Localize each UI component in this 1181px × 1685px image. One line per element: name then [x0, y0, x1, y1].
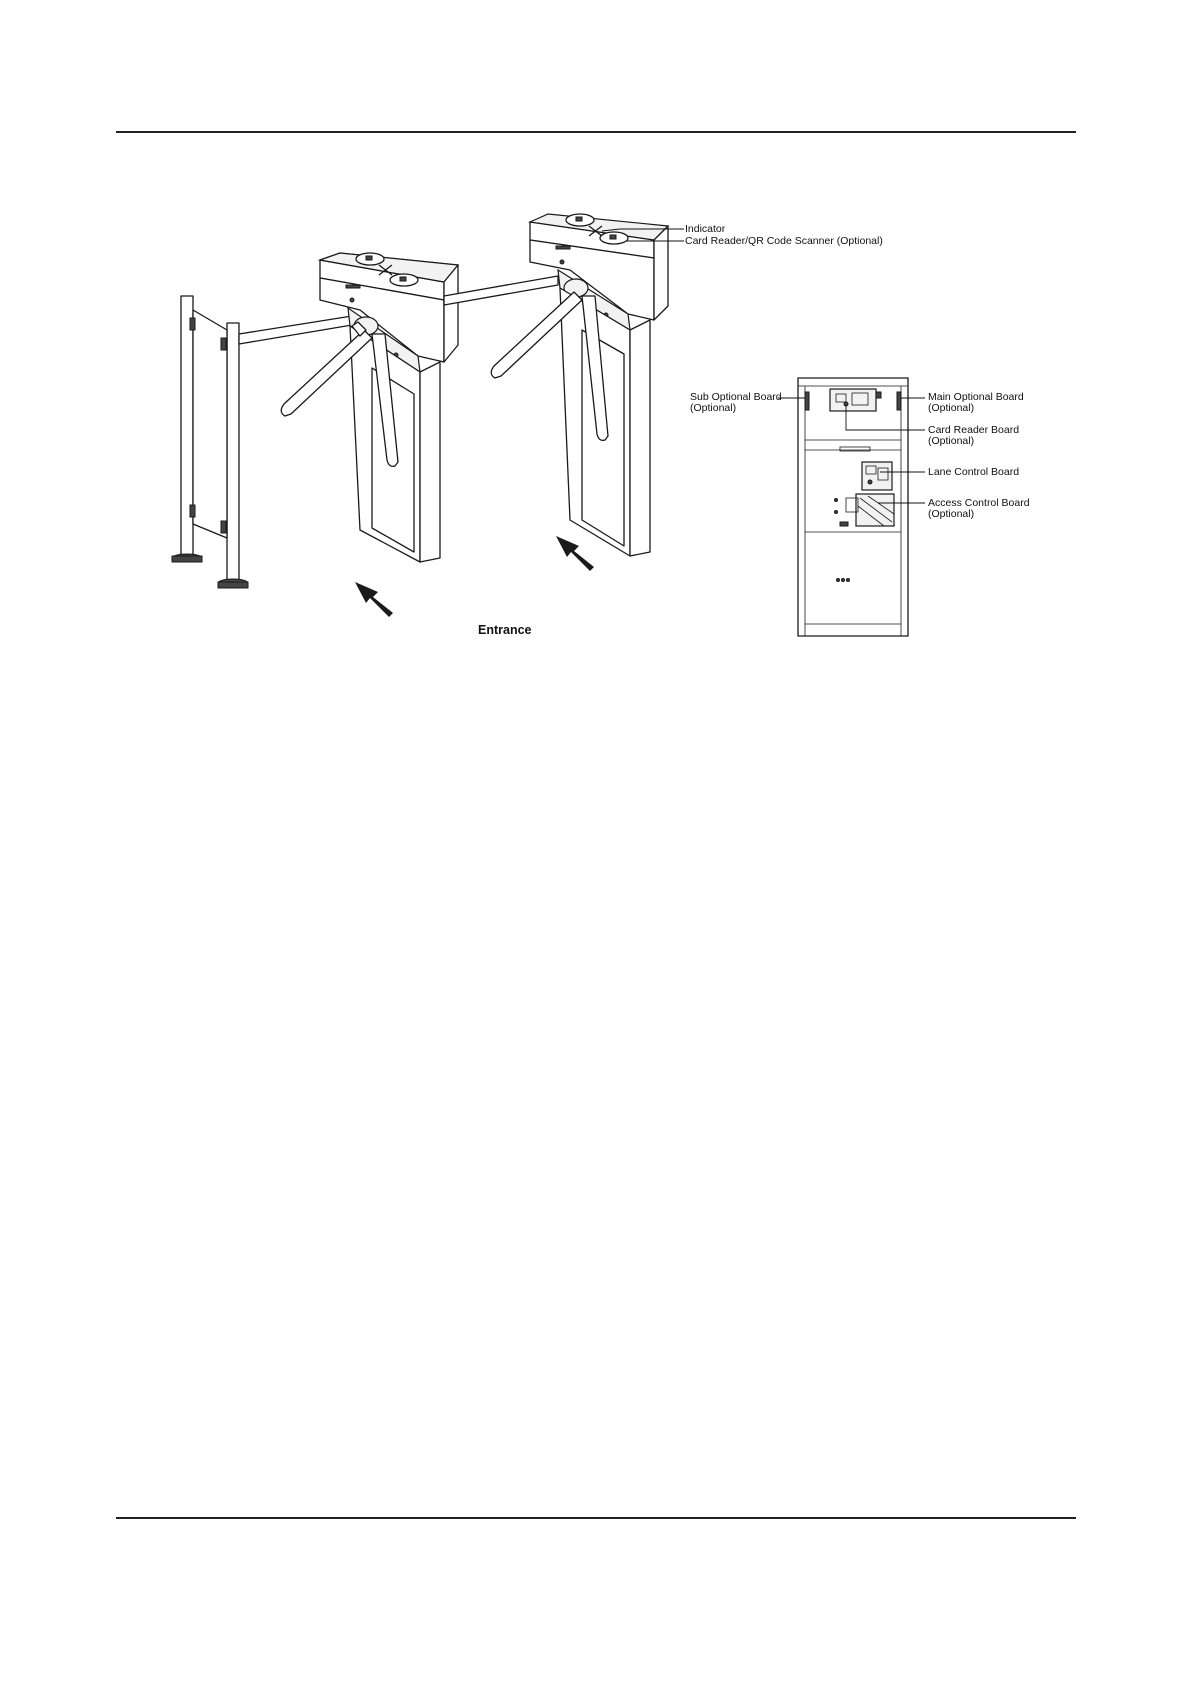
main-optional-board-callout — [901, 391, 1024, 414]
svg-text:Sub Optional Board: Sub Optional Board — [690, 391, 782, 403]
svg-text:Indicator: Indicator — [685, 223, 726, 235]
tripod-turnstile-front — [281, 253, 458, 562]
svg-text:(Optional): (Optional) — [690, 402, 737, 414]
connecting-bar — [444, 276, 558, 305]
svg-text:Access Control Board: Access Control Board — [928, 497, 1030, 509]
svg-text:Lane Control Board: Lane Control Board — [928, 466, 1020, 478]
svg-text:(Optional): (Optional) — [928, 508, 975, 520]
entry-direction-arrows — [355, 536, 594, 617]
svg-text:Card Reader/QR Code Scanner (O: Card Reader/QR Code Scanner (Optional) — [685, 235, 883, 247]
svg-text:(Optional): (Optional) — [928, 435, 975, 447]
cabinet-internal-view — [798, 378, 908, 636]
svg-text:(Optional): (Optional) — [928, 402, 975, 414]
svg-text:Main Optional Board: Main Optional Board — [928, 391, 1024, 403]
tripod-turnstile-rear — [491, 214, 668, 556]
entrance-label: Entrance — [478, 623, 532, 637]
svg-text:Card Reader Board: Card Reader Board — [928, 424, 1020, 436]
sub-optional-board-callout — [690, 391, 805, 414]
side-panel-with-posts — [172, 296, 352, 588]
